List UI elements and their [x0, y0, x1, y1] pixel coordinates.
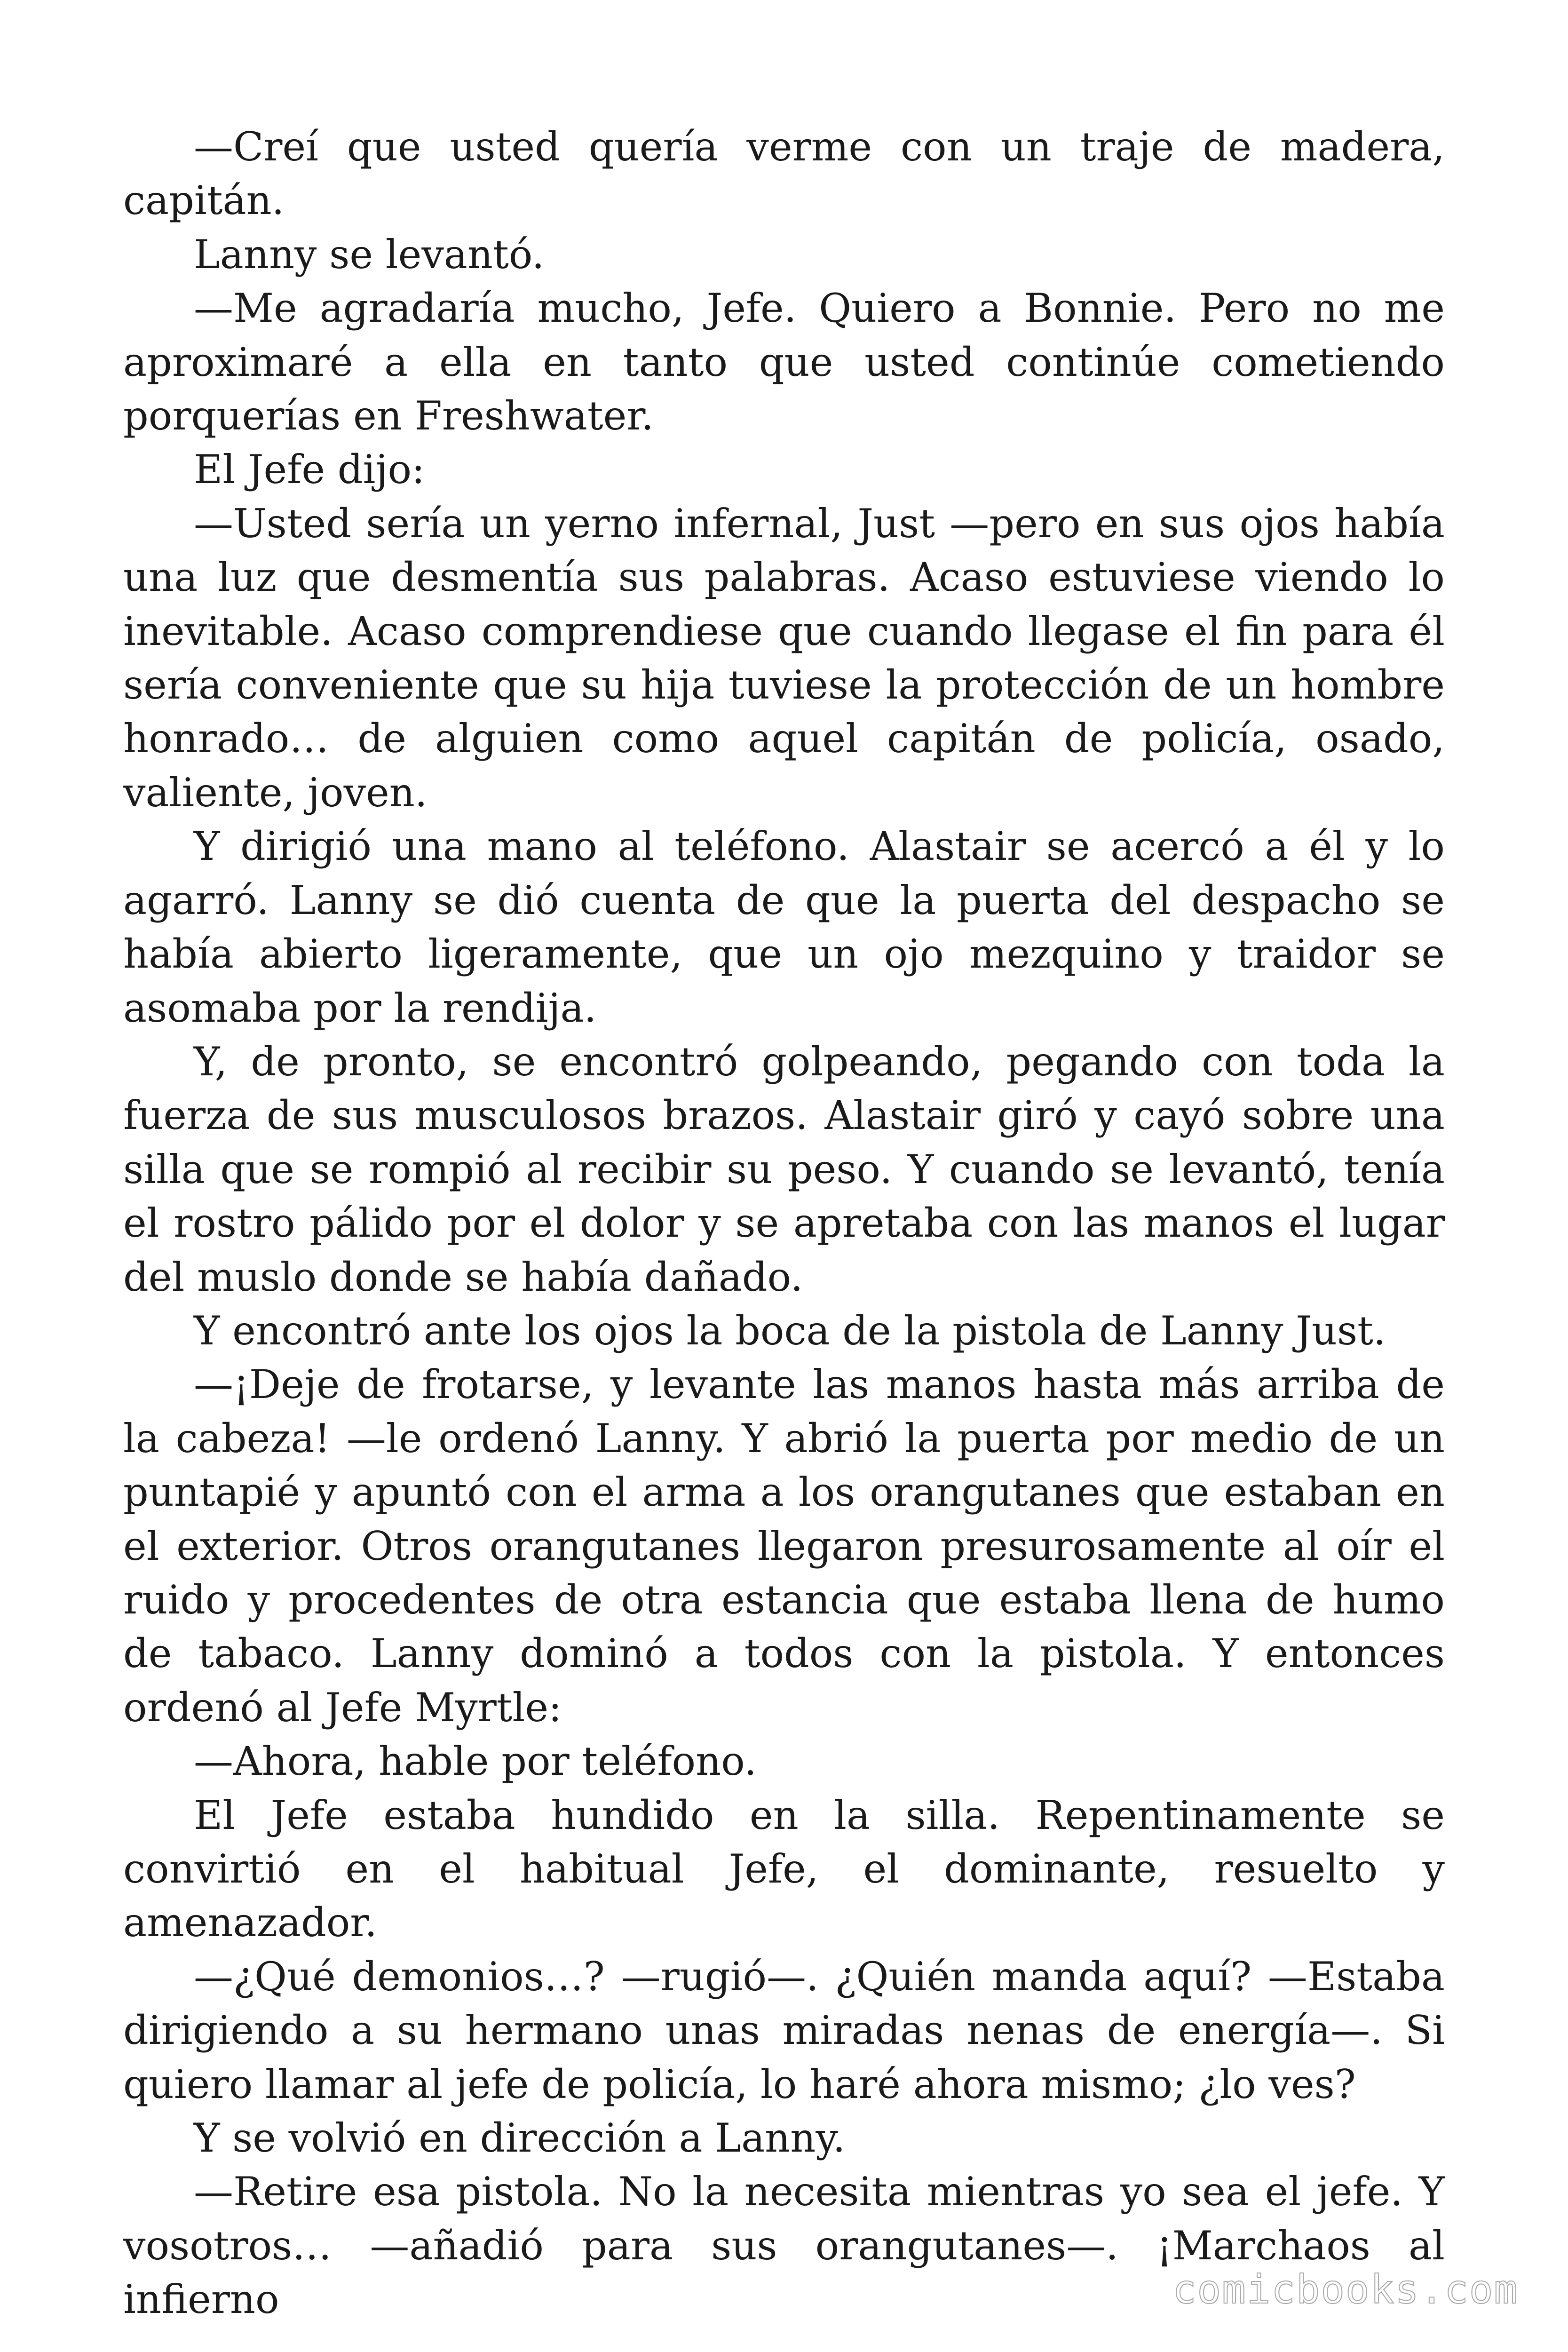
paragraph: —Me agradaría mucho, Jefe. Quiero a Bonnie. Pero no me aproximaré a ella en tanto que usted continúe cometiendo porquerías en Freshwater.	[123, 285, 1445, 439]
paragraph: Lanny se levantó.	[194, 231, 545, 278]
paragraph: —Ahora, hable por teléfono.	[194, 1738, 757, 1785]
paragraph: Y se volvió en dirección a Lanny.	[194, 2115, 846, 2161]
paragraph: El Jefe estaba hundido en la silla. Repentinamente se convirtió en el habitual Jefe, el dominante, resuelto y amenazador.	[123, 1792, 1445, 1946]
paragraph: —Creí que usted quería verme con un traje de madera, capitán.	[123, 124, 1445, 224]
body-text	[123, 120, 1445, 2327]
paragraph: El Jefe dijo:	[194, 446, 425, 493]
paragraph: —Retire esa pistola. No la necesita mientras yo sea el jefe. Y vosotros… —añadió para sus orangutanes—. ¡Marchaos al infierno	[123, 2169, 1445, 2323]
paragraph: Y dirigió una mano al teléfono. Alastair se acercó a él y lo agarró. Lanny se dió cuenta de que la puerta del despacho se había abierto ligeramente, que un ojo mezquino y traidor se asomaba por la rendija.	[123, 823, 1445, 1031]
paragraph: —¡Deje de frotarse, y levante las manos hasta más arriba de la cabeza! —le ordenó Lanny. Y abrió la puerta por medio de un puntapié y apuntó con el arma a los orangutanes que estaban en el exterior. Otros orangutanes llegaron presurosamente al oír el ruido y procedentes de otra estancia que estaba llena de humo de tabaco. Lanny dominó a todos con la pistola. Y entonces ordenó al Jefe Myrtle:	[123, 1361, 1445, 1731]
paragraph: Y, de pronto, se encontró golpeando, pegando con toda la fuerza de sus musculosos brazos. Alastair giró y cayó sobre una silla que se rompió al recibir su peso. Y cuando se levantó, tenía el rostro pálido por el dolor y se apretaba con las manos el lugar del muslo donde se había dañado.	[123, 1038, 1445, 1300]
paragraph: —Usted sería un yerno infernal, Just —pero en sus ojos había una luz que desmentía sus palabras. Acaso estuviese viendo lo inevitable. Acaso comprendiese que cuando llegase el fin para él sería conveniente que su hija tuviese la protección de un hombre honrado… de alguien como aquel capitán de policía, osado, valiente, joven.	[123, 500, 1445, 816]
paragraph: —¿Qué demonios…? —rugió—. ¿Quién manda aquí? —Estaba dirigiendo a su hermano unas miradas nenas de energía—. Si quiero llamar al jefe de policía, lo haré ahora mismo; ¿lo ves?	[123, 1953, 1445, 2107]
watermark: comicbooks.com	[1172, 2266, 1519, 2312]
paragraph: Y encontró ante los ojos la boca de la pistola de Lanny Just.	[194, 1307, 1386, 1354]
